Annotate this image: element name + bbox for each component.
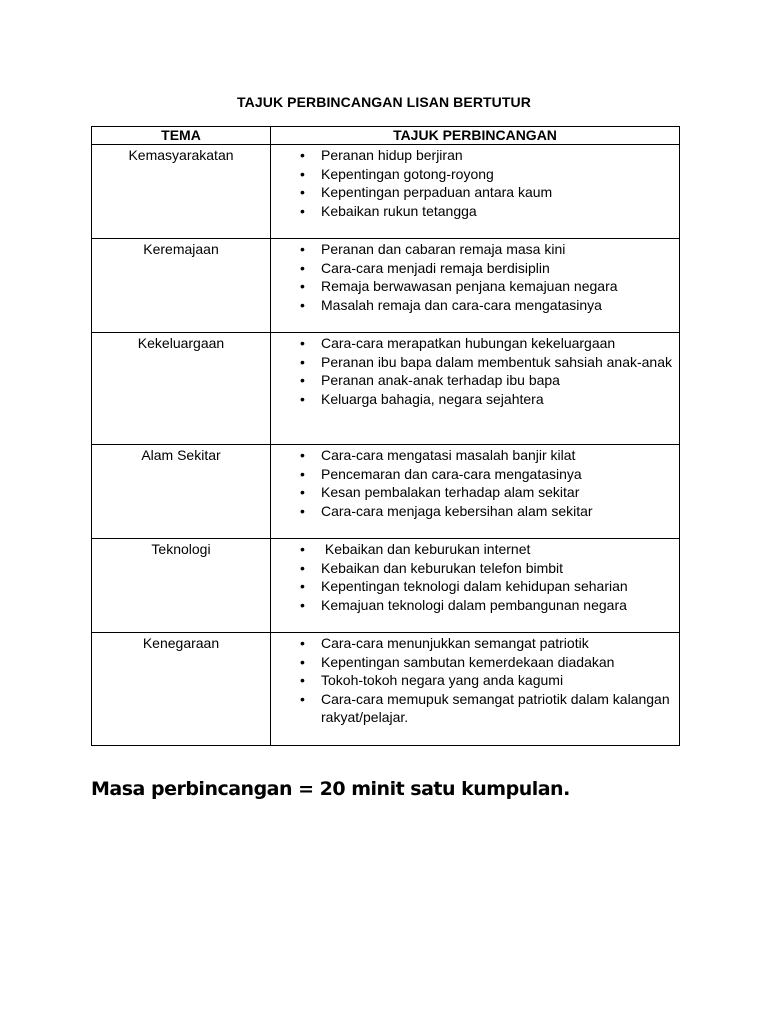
topic-text: Keluarga bahagia, negara sejahtera bbox=[321, 390, 544, 407]
topic-text: Kebaikan dan keburukan internet bbox=[321, 541, 531, 557]
header-tajuk-perbincangan: TAJUK PERBINCANGAN bbox=[271, 127, 680, 145]
topic-text: Peranan hidup berjiran bbox=[321, 147, 463, 163]
bullet-icon: • bbox=[300, 353, 305, 370]
topic-text: Peranan ibu bapa dalam membentuk sahsiah anak-anak bbox=[321, 353, 673, 370]
bullet-icon: • bbox=[300, 390, 305, 407]
bullet-icon: • bbox=[300, 278, 305, 295]
tema-cell: Kenegaraan bbox=[92, 633, 271, 746]
tema-cell: Kekeluargaan bbox=[92, 333, 271, 445]
list-item bbox=[271, 277, 679, 296]
bullet-icon: • bbox=[300, 690, 305, 707]
topic-text: Peranan dan cabaran remaja masa kini bbox=[321, 241, 566, 257]
list-item bbox=[271, 146, 679, 165]
topic-text: Kebaikan rukun tetangga bbox=[321, 202, 477, 219]
topic-text: Kemajuan teknologi dalam pembangunan negara bbox=[321, 596, 627, 613]
tema-cell: Alam Sekitar bbox=[92, 445, 271, 539]
bullet-icon: • bbox=[300, 372, 305, 389]
bullet-icon: • bbox=[300, 559, 305, 576]
topic-text: Kepentingan perpaduan antara kaum bbox=[321, 184, 553, 201]
topic-text: Kepentingan gotong-royong bbox=[321, 165, 494, 182]
bullet-icon: • bbox=[300, 202, 305, 219]
topic-text: Kepentingan sambutan kemerdekaan diadakan bbox=[321, 653, 615, 670]
list-item bbox=[271, 240, 679, 259]
list-item bbox=[271, 502, 679, 521]
topics-cell bbox=[271, 239, 680, 333]
topic-text: Cara-cara mengatasi masalah banjir kilat bbox=[321, 447, 576, 463]
table-header-row bbox=[92, 127, 680, 145]
topic-text: Tokoh-tokoh negara yang anda kagumi bbox=[321, 672, 564, 689]
topic-text: Pencemaran dan cara-cara mengatasinya bbox=[321, 465, 582, 482]
bullet-icon: • bbox=[300, 672, 305, 689]
bullet-icon: • bbox=[300, 259, 305, 276]
bullet-icon: • bbox=[300, 635, 305, 651]
topic-text: Cara-cara menunjukkan semangat patriotik bbox=[321, 635, 589, 651]
topic-text: Kebaikan dan keburukan telefon bimbit bbox=[321, 559, 564, 576]
bullet-icon: • bbox=[300, 578, 305, 595]
bullet-icon: • bbox=[300, 184, 305, 201]
list-item bbox=[271, 446, 679, 465]
topic-text: Kepentingan teknologi dalam kehidupan seharian bbox=[321, 578, 628, 595]
list-item bbox=[271, 390, 679, 409]
table-row bbox=[92, 333, 680, 445]
topic-list bbox=[271, 634, 679, 727]
topics-cell bbox=[271, 539, 680, 633]
topic-text: Peranan anak-anak terhadap ibu bapa bbox=[321, 372, 560, 389]
list-item bbox=[271, 371, 679, 390]
page-title: TAJUK PERBINCANGAN LISAN BERTUTUR bbox=[237, 94, 531, 110]
list-item bbox=[271, 540, 679, 559]
tema-cell: Teknologi bbox=[92, 539, 271, 633]
list-item bbox=[271, 653, 679, 672]
topic-text: Remaja berwawasan penjana kemajuan negara bbox=[321, 278, 618, 295]
bullet-icon: • bbox=[300, 447, 305, 463]
topics-cell bbox=[271, 445, 680, 539]
topics-cell bbox=[271, 333, 680, 445]
bullet-icon: • bbox=[300, 296, 305, 313]
list-item bbox=[271, 465, 679, 484]
topics-cell bbox=[271, 145, 680, 239]
topic-list bbox=[271, 540, 679, 614]
bullet-icon: • bbox=[300, 541, 305, 557]
topic-list bbox=[271, 240, 679, 314]
list-item bbox=[271, 559, 679, 578]
bullet-icon: • bbox=[300, 241, 305, 257]
list-item bbox=[271, 671, 679, 690]
topic-list bbox=[271, 146, 679, 220]
list-item bbox=[271, 334, 679, 353]
bullet-icon: • bbox=[300, 335, 305, 351]
list-item bbox=[271, 165, 679, 184]
bullet-icon: • bbox=[300, 484, 305, 501]
list-item bbox=[271, 577, 679, 596]
list-item bbox=[271, 259, 679, 278]
header-tema: TEMA bbox=[92, 127, 271, 145]
bullet-icon: • bbox=[300, 465, 305, 482]
list-item bbox=[271, 183, 679, 202]
topic-text: Cara-cara merapatkan hubungan kekeluargaan bbox=[321, 335, 616, 351]
discussion-topics-table bbox=[91, 126, 680, 746]
list-item bbox=[271, 483, 679, 502]
table-row bbox=[92, 145, 680, 239]
topics-cell bbox=[271, 633, 680, 746]
topic-list bbox=[271, 446, 679, 520]
list-item bbox=[271, 202, 679, 221]
topic-text: Kesan pembalakan terhadap alam sekitar bbox=[321, 484, 580, 501]
bullet-icon: • bbox=[300, 653, 305, 670]
table-row bbox=[92, 539, 680, 633]
list-item bbox=[271, 296, 679, 315]
topic-text: Cara-cara menjaga kebersihan alam sekitar bbox=[321, 502, 593, 519]
bullet-icon: • bbox=[300, 596, 305, 613]
table-row bbox=[92, 633, 680, 746]
topic-text: Masalah remaja dan cara-cara mengatasinya bbox=[321, 296, 602, 313]
bullet-icon: • bbox=[300, 165, 305, 182]
table-row bbox=[92, 239, 680, 333]
topic-list bbox=[271, 334, 679, 408]
list-item bbox=[271, 353, 679, 372]
topic-text: Cara-cara memupuk semangat patriotik dalam kalangan rakyat/pelajar. bbox=[321, 690, 674, 726]
tema-cell: Kemasyarakatan bbox=[92, 145, 271, 239]
tema-cell: Keremajaan bbox=[92, 239, 271, 333]
list-item bbox=[271, 690, 679, 727]
bullet-icon: • bbox=[300, 147, 305, 163]
topic-text: Cara-cara menjadi remaja berdisiplin bbox=[321, 259, 550, 276]
discussion-time-note: Masa perbincangan = 20 minit satu kumpulan. bbox=[91, 778, 570, 800]
table-row bbox=[92, 445, 680, 539]
list-item bbox=[271, 596, 679, 615]
list-item bbox=[271, 634, 679, 653]
bullet-icon: • bbox=[300, 502, 305, 519]
